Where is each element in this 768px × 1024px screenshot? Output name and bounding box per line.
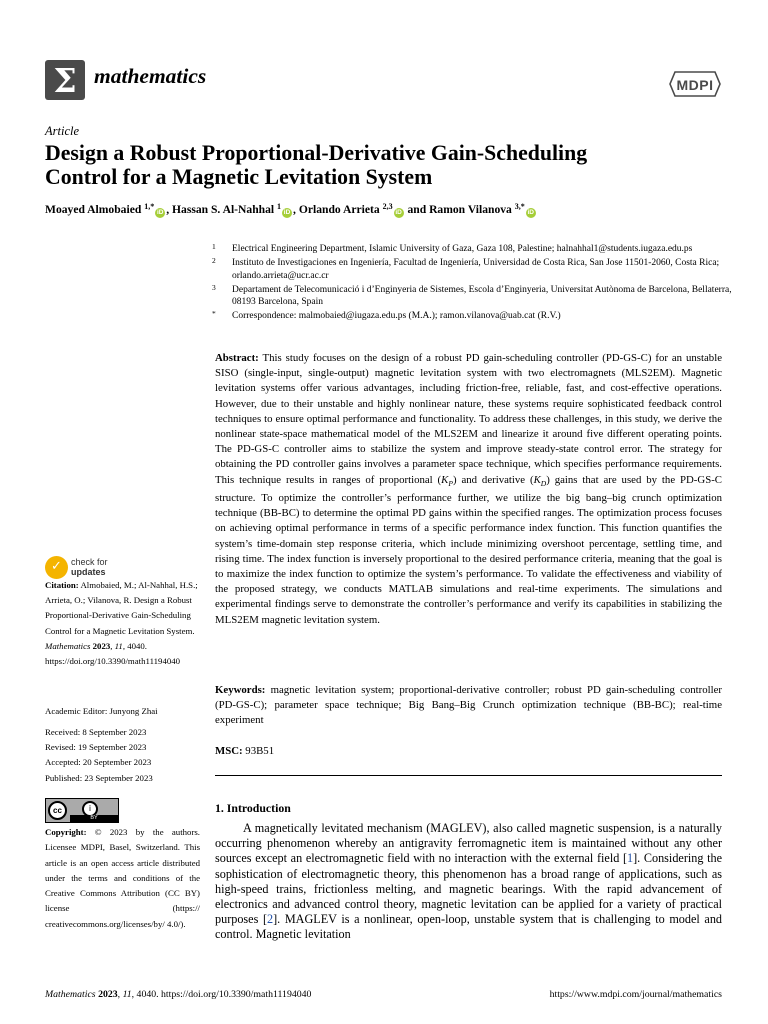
affiliation-mark: 3 [212,282,216,292]
citation-doi[interactable]: , 4040. https://doi.org/10.3390/math11194040 [45,640,181,667]
msc-label: MSC: [215,745,243,757]
mdpi-logo [669,69,721,99]
footer-doi[interactable]: , 4040. https://doi.org/10.3390/math11194040 [131,989,312,1000]
publisher-name: MDPI [676,77,714,93]
author-affil-sup: 1 [277,202,282,211]
author-affil-sup: 3,* [514,202,525,211]
author-list [45,202,537,218]
citation-text: Almobaied, M.; Al-Nahhal, H.S.; Arrieta, O.; Vilanova, R. Design a Robust Proportional-Derivative Gain-Scheduling Control for a Magnetic Levitation System. [45,580,198,636]
intro-text-2: ]. Considering the sophistication of electromagnetic theory, this phenomenon has a broad range of applications, such as high-speed trains, frictionless melting, and magnetic bearings. With the rapid advancement of electronics and advanced control theory, magnetic levitation can be applied for a variety of practical purposes [ [215,851,722,927]
affiliation-item [212,257,732,282]
intro-text-3: ]. MAGLEV is a nonlinear, open-loop, unstable system that is challenging to model and control. Magnetic levitation [215,912,723,942]
author-name[interactable]: Ramon Vilanova [429,203,512,216]
affiliation-text: Instituto de Investigaciones en Ingeniería, Facultad de Ingeniería, Universidad de Costa Rica, San Jose 11501-2060, Costa Rica; orlando.arrieta@ucr.ac.cr [232,258,720,281]
keywords-label: Keywords: [215,684,266,696]
affiliations [212,243,732,324]
orcid-icon[interactable]: iD [395,209,402,216]
author-affil-sup: 2,3 [382,202,393,211]
cc-license-badge[interactable] [45,798,119,823]
footer-url[interactable]: https://www.mdpi.com/journal/mathematics [549,989,722,1000]
correspondence-text: Correspondence: malmobaied@iugaza.edu.ps (M.A.); ramon.vilanova@uab.cat (R.V.) [232,311,561,321]
revised-date: Revised: 19 September 2023 [45,742,147,753]
orcid-icon[interactable]: iD [527,209,534,216]
affiliation-item [212,243,732,256]
introduction-paragraph [215,821,722,943]
author-separator: and [404,203,430,216]
author-separator: , [166,203,172,216]
kp-symbol: $K_P$ [441,473,453,488]
cc-icon: cc [48,801,67,820]
affiliation-mark: 2 [212,256,216,265]
intro-text-1: A magnetically levitated mechanism (MAGLEV), also called magnetic suspension, is a naturally occurring phenomenon whereby an antigravity ferromagnetic item is maintained without any other sources except an electromagnetic field with no interaction with the external field [ [215,821,722,866]
orcid-icon[interactable]: iD [156,209,164,216]
copyright-block [45,825,200,932]
msc-code: 93B51 [245,745,275,757]
published-date: Published: 23 September 2023 [45,772,153,783]
msc [215,744,722,759]
copyright-text: © 2023 by the authors. Licensee MDPI, Basel, Switzerland. This article is an open access article distributed under the terms and conditions of the Creative Commons Attribution (CC BY) license (https:// creativecommons.org/licenses/by/ 4.0/). [45,827,200,929]
cc-by-label: BY [70,815,118,822]
abstract-text-3: ) gains that are used by the PD-GS-C structure. To optimize the controller’s performance further, we utilize the big bang–big crunch optimization technique (BB-BC) to determine the optimal PD gains within the specified ranges. The optimization process focuses on achieving optimal performance in terms of a specific performance index function. This function quantifies the system’s time-domain step response criteria, which include minimizing overshoot percentage, settling time, and rising time. The index function is inversely proportional to the desired performance criteria, meaning that the goal is to maximize the index function to optimize the system’s performance. To validate the effectiveness and viability of the proposed strategy, we conducts MATLAB simulations and real-time experiments. The simulations and experimental findings serve to demonstrate the controller’s performance and verify its capabilities in stabilizing the MLS2EM magnetic levitation system. [215,473,723,626]
sigma-icon: Σ [53,60,77,100]
affiliation-item [212,310,732,323]
dates-block [45,725,200,786]
abstract-text-1: This study focuses on the design of a robust PD gain-scheduling controller (PD-GS-C) for an unstable SISO (single-input, single-output) magnetic levitation system with two electromagnets (MLS2EM). Magnetic levitation systems offer various advantages, including friction-free, reliable, fast, and cost-effective operations. However, due to their unstable and highly nonlinear nature, these systems require sophisticated feedback control techniques to ensure optimal performance and functionality. To address these challenges, in this study, we derive the nonlinear state-space mathematical model of the MLS2EM and linearize it around five different operating points. The PD-GS-C controller aims to stabilize the system and improve steady-state control error. The strategy for obtaining the PD controller gains involves a parameter space technique, which specifies performance requirements. This technique results in ranges of proportional ( [215,352,722,486]
author-separator: , [293,203,299,216]
author-name[interactable]: Hassan S. Al-Nahhal [172,203,275,216]
section-divider [215,775,722,776]
abstract [215,351,722,628]
affiliation-item [212,284,732,309]
abstract-label: Abstract: [215,352,259,364]
citation-year: 2023 [92,640,111,651]
footer-volume: 11 [122,989,132,1000]
reference-link[interactable]: 1 [627,851,634,866]
keywords [215,683,722,729]
affiliation-mark: 1 [212,242,216,251]
title-line-1: Design a Robust Proportional-Derivative Gain-Scheduling [45,141,588,165]
citation-block: Citation: Almobaied, M.; Al-Nahhal, H.S.; Arrieta, O.; Vilanova, R. Design a Robust Proportional-Derivative Gain-Scheduling Control for a Magnetic Levitation System. Mathematics 2023, 11, 4040. https://doi.org/10.3390/math11194040 [45,580,198,667]
page-title [45,141,735,189]
check-circle-icon: ✓ [45,556,68,579]
section-heading: 1. Introduction [215,801,291,815]
article-type: Article [45,124,80,138]
citation-journal: Mathematics [45,640,91,651]
citation-label: Citation: [45,580,79,590]
copyright-label: Copyright: [45,827,87,837]
check-for-updates-badge[interactable] [45,556,125,580]
orcid-icon[interactable]: iD [283,209,291,216]
footer-year: 2023 [98,989,118,1000]
journal-name: mathematics [94,64,207,88]
updates-line-1: check for [71,557,108,567]
affiliation-mark: * [212,309,216,318]
affiliation-text: Departament de Telecomunicació i d’Enginyeria de Sistemes, Escola d’Enginyeria, Universitat Autònoma de Barcelona, Bellaterra, 08193 Barcelona, Spain [232,284,732,307]
title-line-2: Control for a Magnetic Levitation System [45,165,433,189]
footer-citation: Mathematics 2023, 11, 4040. https://doi.org/10.3390/math11194040 [45,989,312,1000]
received-date: Received: 8 September 2023 [45,727,147,737]
author-name[interactable]: Orlando Arrieta [298,203,380,216]
author-name[interactable]: Moayed Almobaied [45,203,142,216]
person-icon: i [82,801,98,817]
author-affil-sup: 1,* [144,202,155,211]
keywords-text: magnetic levitation system; proportional-derivative controller; robust PD gain-scheduling controller (PD-GS-C); parameter space technique; Big Bang–Big Crunch optimization technique (BB-BC); real-time experiment [215,684,723,727]
citation-volume: 11 [114,640,123,651]
journal-logo [45,60,85,100]
kd-symbol: $K_D$ [533,473,547,488]
updates-line-2: updates [71,567,106,577]
accepted-date: Accepted: 20 September 2023 [45,757,152,768]
affiliation-text: Electrical Engineering Department, Islamic University of Gaza, Gaza 108, Palestine; halnahhal1@students.iugaza.edu.ps [232,244,693,254]
reference-link[interactable]: 2 [267,912,274,927]
footer-journal: Mathematics [45,989,96,1000]
academic-editor: Academic Editor: Junyong Zhai [45,706,158,716]
abstract-text-2: ) and derivative ( [452,473,534,486]
